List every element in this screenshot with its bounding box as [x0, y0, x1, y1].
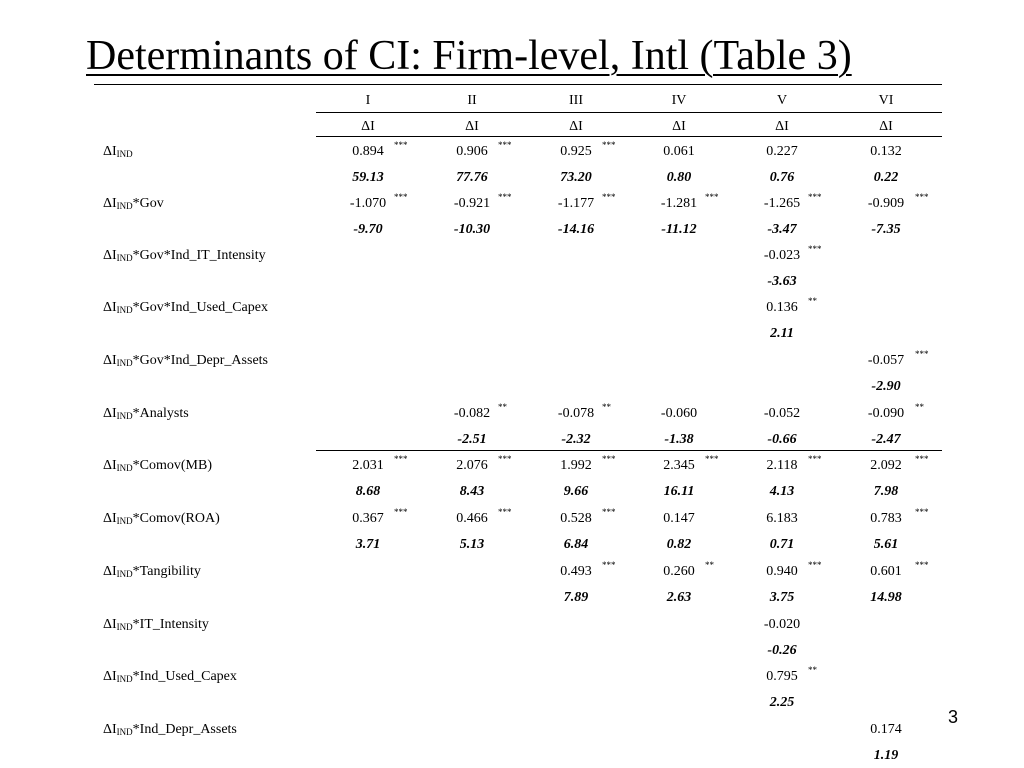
t-statistic: -3.47	[767, 222, 797, 237]
t-statistic: -10.30	[453, 222, 491, 237]
coefficient: -0.921	[453, 196, 491, 211]
coefficient: 0.227	[766, 144, 798, 159]
coefficient: -0.060	[660, 406, 698, 421]
significance-stars: ***	[602, 507, 616, 517]
significance-stars: ***	[808, 192, 822, 202]
row-label-prefix: ΔI	[103, 353, 117, 368]
coefficient: -0.020	[763, 617, 801, 632]
significance-stars: **	[915, 402, 924, 412]
significance-stars: ***	[498, 192, 512, 202]
row-label-suffix: *Ind_Depr_Assets	[132, 722, 237, 737]
significance-stars: **	[808, 296, 817, 306]
coefficient: 2.118	[766, 458, 798, 473]
section-rule	[316, 450, 942, 451]
coefficient: 2.076	[456, 458, 488, 473]
row-label-suffix: *Gov	[132, 196, 164, 211]
t-statistic: 0.82	[666, 537, 692, 552]
t-statistic: 59.13	[352, 170, 384, 185]
row-label	[103, 721, 237, 739]
column-header-3: III	[569, 93, 583, 108]
coefficient: -0.052	[763, 406, 801, 421]
coefficient: 2.092	[870, 458, 902, 473]
dep-var-label: ΔI	[361, 119, 375, 134]
significance-stars: ***	[394, 192, 408, 202]
coefficient: -1.281	[660, 196, 698, 211]
significance-stars: ***	[915, 560, 929, 570]
dep-var-label: ΔI	[775, 119, 789, 134]
coefficient: 0.147	[663, 511, 695, 526]
coefficient: -0.057	[867, 353, 905, 368]
t-statistic: 0.76	[769, 170, 795, 185]
row-label-prefix: ΔI	[103, 511, 117, 526]
row-label-prefix: ΔI	[103, 458, 117, 473]
t-statistic: 8.68	[355, 484, 381, 499]
t-statistic: 0.22	[873, 170, 899, 185]
row-label-prefix: ΔI	[103, 564, 117, 579]
row-label	[103, 510, 220, 528]
row-label	[103, 405, 189, 423]
row-label-subscript: IND	[116, 253, 133, 263]
t-statistic: 77.76	[456, 170, 488, 185]
row-label-suffix: *IT_Intensity	[132, 617, 209, 632]
t-statistic: 0.71	[769, 537, 795, 552]
coefficient: 0.260	[663, 564, 695, 579]
row-label	[103, 143, 133, 161]
row-label-prefix: ΔI	[103, 248, 117, 263]
significance-stars: ***	[808, 244, 822, 254]
coefficient: 0.925	[560, 144, 592, 159]
t-statistic: -2.90	[871, 379, 901, 394]
coefficient: 0.906	[456, 144, 488, 159]
t-statistic: 9.66	[563, 484, 589, 499]
coefficient: 0.466	[456, 511, 488, 526]
page-number: 3	[948, 707, 959, 727]
t-statistic: -2.32	[561, 432, 591, 447]
significance-stars: ***	[602, 192, 616, 202]
coefficient: 0.783	[870, 511, 902, 526]
row-label-suffix: *Gov*Ind_Depr_Assets	[132, 353, 268, 368]
column-header-4: IV	[671, 93, 687, 108]
t-statistic: 4.13	[769, 484, 795, 499]
coefficient: -0.090	[867, 406, 905, 421]
row-label-suffix: *Comov(MB)	[132, 458, 213, 473]
row-label-prefix: ΔI	[103, 300, 117, 315]
row-label-subscript: IND	[116, 569, 133, 579]
significance-stars: ***	[808, 560, 822, 570]
coefficient: 0.601	[870, 564, 902, 579]
significance-stars: **	[602, 402, 611, 412]
t-statistic: 16.11	[663, 484, 695, 499]
coefficient: 0.136	[766, 300, 798, 315]
t-statistic: 3.75	[769, 590, 795, 605]
row-label-suffix: *Gov*Ind_IT_Intensity	[132, 248, 266, 263]
t-statistic: 5.61	[873, 537, 899, 552]
row-label	[103, 299, 268, 317]
row-label-subscript: IND	[116, 674, 133, 684]
row-label	[103, 563, 201, 581]
row-label	[103, 616, 209, 634]
row-label-suffix: *Comov(ROA)	[132, 511, 220, 526]
t-statistic: -7.35	[871, 222, 901, 237]
coefficient: -0.909	[867, 196, 905, 211]
t-statistic: 2.25	[769, 695, 795, 710]
t-statistic: 14.98	[870, 590, 902, 605]
coefficient: 0.367	[352, 511, 384, 526]
coefficient: 0.795	[766, 669, 798, 684]
row-label-prefix: ΔI	[103, 669, 117, 684]
significance-stars: ***	[394, 454, 408, 464]
coefficient: 2.345	[663, 458, 695, 473]
significance-stars: **	[498, 402, 507, 412]
coefficient: 0.493	[560, 564, 592, 579]
row-label-prefix: ΔI	[103, 617, 117, 632]
header-rule	[316, 112, 942, 113]
t-statistic: 8.43	[459, 484, 485, 499]
coefficient: 0.061	[663, 144, 695, 159]
coefficient: -0.082	[453, 406, 491, 421]
row-label-subscript: IND	[116, 516, 133, 526]
t-statistic: -1.38	[664, 432, 694, 447]
coefficient: -1.177	[557, 196, 595, 211]
significance-stars: ***	[498, 140, 512, 150]
column-header-5: V	[776, 93, 788, 108]
dep-var-label: ΔI	[672, 119, 686, 134]
coefficient: -0.078	[557, 406, 595, 421]
row-label-prefix: ΔI	[103, 722, 117, 737]
t-statistic: 2.11	[770, 326, 794, 341]
t-statistic: -14.16	[557, 222, 595, 237]
coefficient: 2.031	[352, 458, 384, 473]
row-label-subscript: IND	[116, 411, 133, 421]
row-label	[103, 352, 268, 370]
significance-stars: ***	[602, 140, 616, 150]
coefficient: 0.528	[560, 511, 592, 526]
t-statistic: -2.51	[457, 432, 487, 447]
row-label-prefix: ΔI	[103, 196, 117, 211]
significance-stars: ***	[394, 507, 408, 517]
column-header-1: I	[365, 93, 371, 108]
row-label-subscript: IND	[116, 727, 133, 737]
t-statistic: -2.47	[871, 432, 901, 447]
row-label-suffix: *Gov*Ind_Used_Capex	[132, 300, 268, 315]
row-label	[103, 457, 212, 475]
header-bottom-rule	[316, 136, 942, 137]
significance-stars: **	[705, 560, 714, 570]
coefficient: 0.894	[352, 144, 384, 159]
t-statistic: 3.71	[355, 537, 381, 552]
significance-stars: **	[808, 665, 817, 675]
significance-stars: ***	[602, 454, 616, 464]
significance-stars: ***	[915, 454, 929, 464]
coefficient: 1.992	[560, 458, 592, 473]
t-statistic: -0.66	[767, 432, 797, 447]
coefficient: -1.265	[763, 196, 801, 211]
row-label-subscript: IND	[116, 201, 133, 211]
row-label-suffix: *Tangibility	[132, 564, 201, 579]
column-header-2: II	[467, 93, 477, 108]
coefficient: 0.940	[766, 564, 798, 579]
row-label	[103, 668, 237, 686]
column-header-6: VI	[878, 93, 894, 108]
row-label-subscript: IND	[116, 305, 133, 315]
dep-var-label: ΔI	[569, 119, 583, 134]
row-label	[103, 195, 164, 213]
t-statistic: 0.80	[666, 170, 692, 185]
significance-stars: ***	[808, 454, 822, 464]
significance-stars: ***	[915, 192, 929, 202]
slide-title: Determinants of CI: Firm-level, Intl (Table 3)	[86, 33, 852, 79]
significance-stars: ***	[498, 507, 512, 517]
t-statistic: 73.20	[560, 170, 592, 185]
t-statistic: -0.26	[767, 643, 797, 658]
t-statistic: 1.19	[873, 748, 899, 763]
coefficient: 6.183	[766, 511, 798, 526]
t-statistic: 2.63	[666, 590, 692, 605]
dep-var-label: ΔI	[879, 119, 893, 134]
coefficient: 0.132	[870, 144, 902, 159]
coefficient: -0.023	[763, 248, 801, 263]
t-statistic: 7.89	[563, 590, 589, 605]
row-label-subscript: IND	[116, 463, 133, 473]
row-label-subscript: IND	[116, 149, 133, 159]
t-statistic: -11.12	[661, 222, 697, 237]
significance-stars: ***	[915, 349, 929, 359]
row-label-suffix: *Ind_Used_Capex	[132, 669, 237, 684]
row-label-subscript: IND	[116, 622, 133, 632]
t-statistic: -3.63	[767, 274, 797, 289]
t-statistic: 5.13	[459, 537, 485, 552]
significance-stars: ***	[915, 507, 929, 517]
significance-stars: ***	[705, 454, 719, 464]
row-label-prefix: ΔI	[103, 144, 117, 159]
significance-stars: ***	[394, 140, 408, 150]
dep-var-label: ΔI	[465, 119, 479, 134]
table-top-rule	[94, 84, 942, 85]
significance-stars: ***	[705, 192, 719, 202]
coefficient: -1.070	[349, 196, 387, 211]
row-label-subscript: IND	[116, 358, 133, 368]
row-label	[103, 247, 266, 265]
row-label-prefix: ΔI	[103, 406, 117, 421]
significance-stars: ***	[498, 454, 512, 464]
t-statistic: 6.84	[563, 537, 589, 552]
coefficient: 0.174	[870, 722, 902, 737]
significance-stars: ***	[602, 560, 616, 570]
row-label-suffix: *Analysts	[132, 406, 189, 421]
t-statistic: 7.98	[873, 484, 899, 499]
t-statistic: -9.70	[353, 222, 383, 237]
